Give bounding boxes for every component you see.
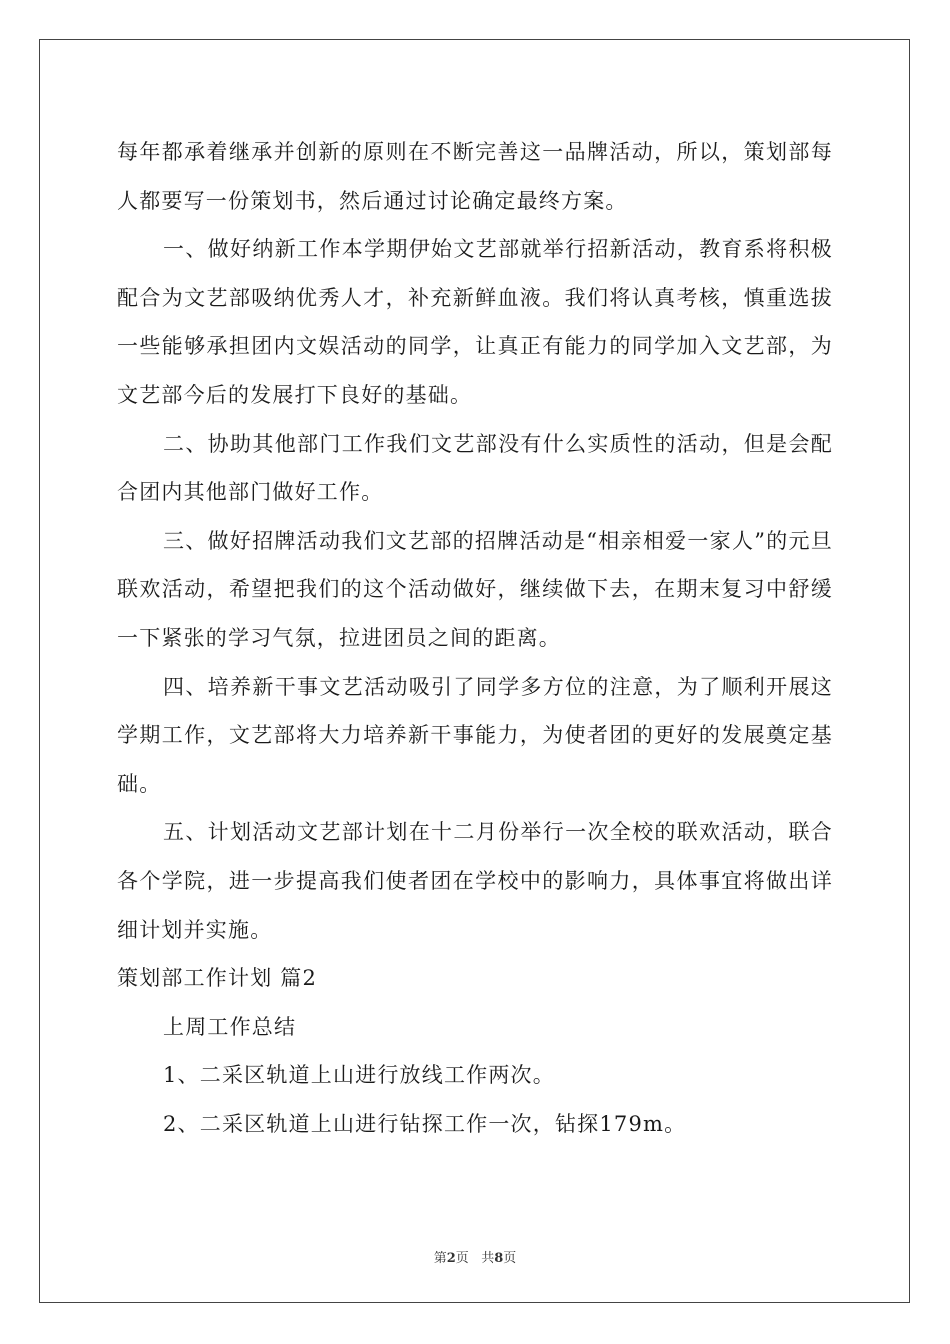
footer-total-suffix: 页: [503, 1251, 517, 1266]
paragraph-1: 每年都承着继承并创新的原则在不断完善这一品牌活动，所以，策划部每人都要写一份策划书，然后通过讨论确定最终方案。: [117, 140, 833, 213]
footer-total-prefix: 共: [481, 1251, 495, 1266]
sub-paragraph-3: 2、二采区轨道上山进行钻探工作一次，钻探179m。: [163, 1111, 687, 1136]
section-heading: 策划部工作计划 篇2: [117, 966, 318, 991]
footer-page-suffix: 页: [455, 1251, 469, 1266]
footer-total-pages: 8: [494, 1251, 504, 1266]
sub-paragraph-2: 1、二采区轨道上山进行放线工作两次。: [163, 1063, 555, 1088]
footer-page-prefix: 第: [433, 1251, 447, 1266]
page-footer: [0, 1247, 950, 1266]
paragraph-2: 一、做好纳新工作本学期伊始文艺部就举行招新活动，教育系将积极配合为文艺部吸纳优秀人才，补充新鲜血液。我们将认真考核，慎重选拔一些能够承担团内文娱活动的同学，让真正有能力的同学加入文艺部，为文艺部今后的发展打下良好的基础。: [117, 237, 833, 407]
paragraph-4: 三、做好招牌活动我们文艺部的招牌活动是“相亲相爱一家人”的元旦联欢活动，希望把我们的这个活动做好，继续做下去，在期末复习中舒缓一下紧张的学习气氛，拉进团员之间的距离。: [117, 528, 833, 650]
sub-paragraph-1: 上周工作总结: [163, 1014, 297, 1039]
footer-page-number: 2: [446, 1251, 456, 1266]
paragraph-5: 四、培养新干事文艺活动吸引了同学多方位的注意，为了顺利开展这学期工作，文艺部将大力培养新干事能力，为使者团的更好的发展奠定基础。: [117, 674, 833, 796]
paragraph-6: 五、计划活动文艺部计划在十二月份举行一次全校的联欢活动，联合各个学院，进一步提高我们使者团在学校中的影响力，具体事宜将做出详细计划并实施。: [117, 820, 833, 942]
paragraph-3: 二、协助其他部门工作我们文艺部没有什么实质性的活动，但是会配合团内其他部门做好工作。: [117, 431, 833, 505]
document-body: [117, 128, 833, 1148]
